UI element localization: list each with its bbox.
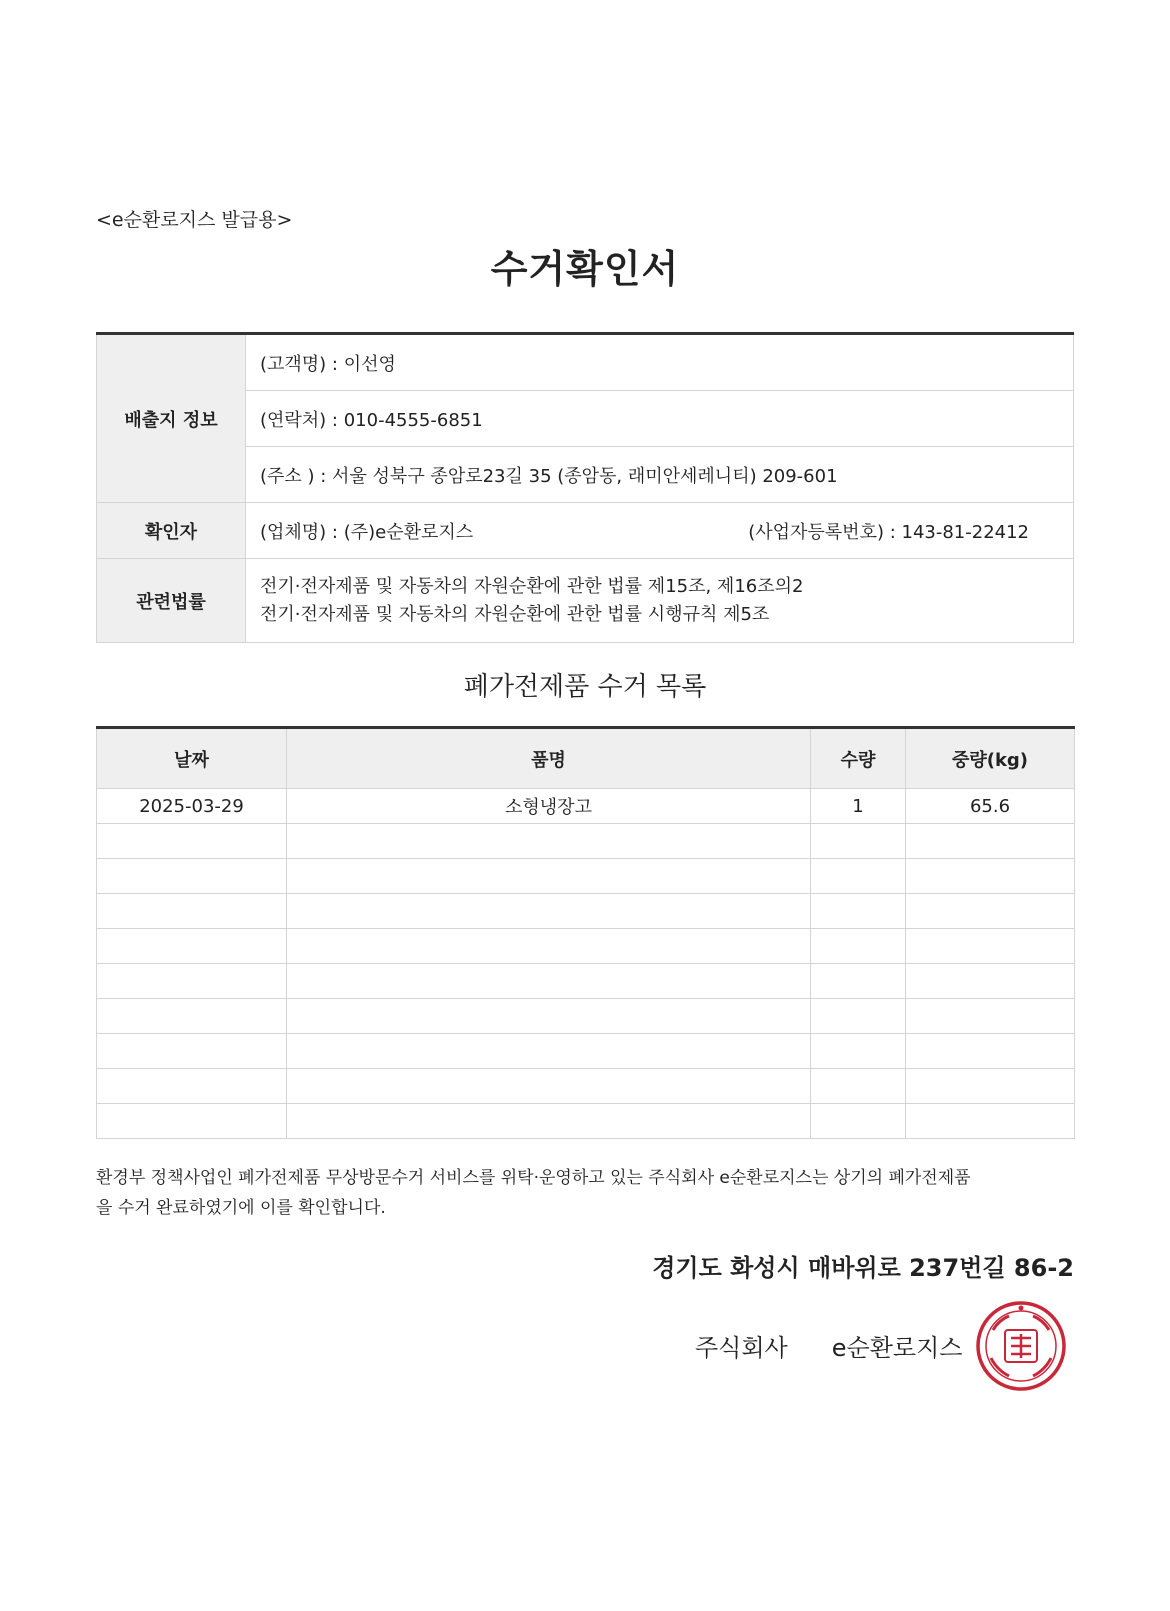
notice-line-2: 을 수거 완료하였기에 이를 확인합니다. — [96, 1198, 386, 1218]
discharge-info-header: 배출지 정보 — [97, 334, 246, 503]
table-row — [97, 789, 1075, 824]
empty-row — [97, 824, 1075, 859]
company-name: e순환로지스 — [831, 1334, 963, 1362]
empty-row — [97, 929, 1075, 964]
confirmation-notice — [96, 1163, 1076, 1223]
empty-row — [97, 1104, 1075, 1139]
notice-line-1: 환경부 정책사업인 폐가전제품 무상방문수거 서비스를 위탁·운영하고 있는 주식회사 e순환로지스는 상기의 폐가전제품 — [96, 1168, 971, 1188]
law-cell — [246, 559, 1074, 643]
seal-dot — [1019, 1306, 1024, 1311]
empty-row — [97, 1034, 1075, 1069]
law-line-2: 전기·전자제품 및 자동차의 자원순환에 관한 법률 시행규칙 제5조 — [260, 603, 770, 625]
row-date: 2025-03-29 — [97, 789, 287, 824]
seal-center-mark — [1011, 1334, 1031, 1358]
column-header-weight: 중량(kg) — [906, 728, 1075, 789]
discharge-info-table — [96, 332, 1074, 643]
column-header-quantity: 수량 — [811, 728, 906, 789]
company-seal-icon — [975, 1300, 1067, 1392]
empty-row — [97, 999, 1075, 1034]
company-address: 경기도 화성시 매바위로 237번길 86-2 — [652, 1254, 1074, 1282]
empty-row — [97, 894, 1075, 929]
row-quantity: 1 — [811, 789, 906, 824]
list-title: 폐가전제품 수거 목록 — [463, 672, 707, 702]
row-weight: 65.6 — [906, 789, 1075, 824]
customer-contact: (연락처) : 010-4555-6851 — [246, 391, 1074, 447]
empty-row — [97, 859, 1075, 894]
empty-row — [97, 1069, 1075, 1104]
confirmer-company: (업체명) : (주)e순환로지스 — [260, 521, 474, 543]
document-title: 수거확인서 — [490, 247, 680, 291]
confirmer-cell — [246, 503, 1074, 559]
customer-name: (고객명) : 이선영 — [246, 334, 1074, 391]
empty-row — [97, 964, 1075, 999]
column-header-item: 품명 — [287, 728, 811, 789]
law-line-1: 전기·전자제품 및 자동차의 자원순환에 관한 법률 제15조, 제16조의2 — [260, 575, 804, 597]
confirmer-header: 확인자 — [97, 503, 246, 559]
law-header: 관련법률 — [97, 559, 246, 643]
issuer-label: <e순환로지스 발급용> — [96, 209, 293, 231]
business-registration-number: (사업자등록번호) : 143-81-22412 — [748, 521, 1029, 543]
company-type: 주식회사 — [695, 1334, 788, 1362]
collection-list-table — [96, 726, 1075, 1139]
customer-address: (주소 ) : 서울 성북구 종암로23길 35 (종암동, 래미안세레니티) 209-601 — [246, 447, 1074, 503]
row-item: 소형냉장고 — [287, 789, 811, 824]
company-signature — [695, 1328, 962, 1363]
column-header-date: 날짜 — [97, 728, 287, 789]
